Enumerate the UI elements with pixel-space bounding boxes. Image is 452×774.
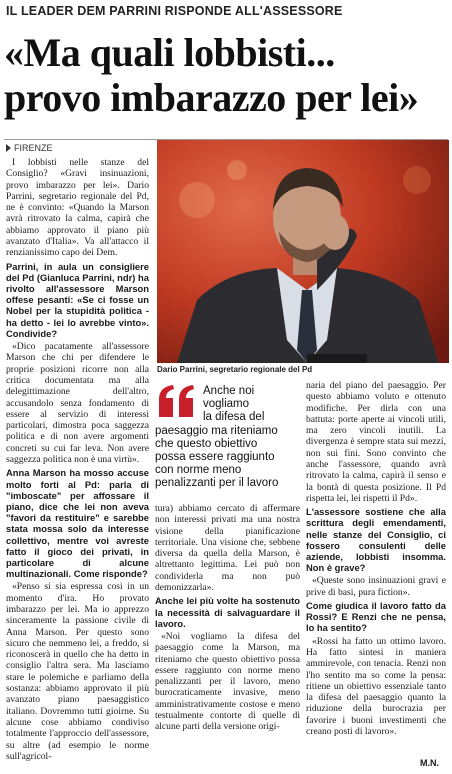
question-paragraph: Come giudica il lavoro fatto da Rossi? E Renzi che ne pensa, lo ha sentito? [306, 600, 446, 634]
pull-quote-line: vogliamo [203, 398, 250, 411]
pull-quote-line: con norme meno [155, 464, 242, 477]
headline-line-2: provo imbarazzo per lei» [4, 75, 419, 120]
headline [4, 30, 450, 120]
body-paragraph: tura) abbiamo cercato di affermare non interessi privati ma una nostra visione della pianificazione territoriale. Una visione che, sebbene diversa da quella della Marson, è altrettanto legittima. Lei può non condividerla ma non può demonizzarla». [155, 503, 300, 594]
pull-quote [155, 385, 301, 501]
article-column-3 [306, 380, 446, 755]
signature: M.N. [420, 758, 439, 768]
question-paragraph: Anna Marson ha mosso accuse molto forti al Pd: parla di "imboscate" per affossare il piano, dice che lei non aveva "favori da restituire" e sarebbe stata mossa solo da interesse collettivo, mentre voi avreste fatto il gioco dei privati, in particolare di alcune multinazionali. Come risponde? [6, 467, 149, 580]
pull-quote-line: che questo obiettivo [155, 437, 258, 450]
dateline-text: FIRENZE [14, 143, 53, 153]
portrait-illustration [157, 140, 449, 363]
pull-quote-line: paesaggio ma riteniamo [155, 424, 278, 437]
pull-quote-line: possa essere raggiunto [155, 451, 275, 464]
pull-quote-line: Anche noi [203, 385, 255, 397]
body-paragraph: I lobbisti nelle stanze del Consiglio? «Gravi insinuazioni, provo imbarazzo per lei». Dario Parrini, segretario regionale del Pd, ne è convinto: «Quando la Marson avrà ritrovato la calma, capirà che abbiamo approvato il piano più avanzato d'Italia». Va all'attacco il renzianissimo capo dei Dem. [6, 157, 149, 259]
article-column-2 [155, 503, 300, 767]
pull-quote-line: penalizzanti per il lavoro [155, 477, 279, 490]
body-paragraph: «Dico pacatamente all'assessore Marson che chi per difendere le proprie posizioni ricorre non alla critica documentata ma alla delegittimazione dell'altro, accusandolo senza fondamento di essere al servizio di interessi particolari, dimostra poca saggezza politica e di non avere argomenti concreti su cui far leva. Non avere saggezza politica non è una virtù». [6, 341, 149, 466]
headline-line-1: «Ma quali lobbisti... [4, 30, 335, 75]
article-column-1 [6, 157, 149, 767]
dateline-triangle-icon [6, 144, 11, 152]
body-paragraph: naria del piano del paesaggio. Per questo abbiamo voluto e ottenuto modifiche. Per dirla con una battuta: porte aperte ai vincoli utili, ma zero vincoli inutili. La divergenza è sempre stata sui mezzi, non sui fini. Sono convinto che anche l'assessore, quando avrà ritrovato la calma, capirà il senso e la bontà di questa posizione. Il Pd rispetta lei, lei rispetti il Pd». [306, 380, 446, 504]
question-paragraph: Anche lei più volte ha sostenuto la necessità di salvaguardare il lavoro. [155, 595, 300, 629]
pull-quote-text [155, 385, 301, 491]
body-paragraph: «Penso si sia espressa così in un momento d'ira. Ho provato imbarazzo per lei. Ma io apprezzo sinceramente la passione civile di Anna Marson. Per questo sono sicuro che nemmeno lei, a freddo, si riconoscerà in quello che ha detto in consiglio l'altra sera. Ma lasciamo stare le polemiche e parliamo della sostanza: abbiamo approvato il più avanzato piano paesaggistico italiano. Dovremmo tutti gioirne. Su alcune cose abbiamo condiviso totalmente l'approccio dell'assessore, su altre (ad esempio le norme sull'agricol- [6, 581, 149, 762]
body-paragraph: «Queste sono insinuazioni gravi e prive di basi, pura fiction». [306, 575, 446, 598]
pull-quote-line: la difesa del [203, 411, 265, 424]
dateline [6, 143, 53, 153]
article-photo [157, 140, 449, 363]
body-paragraph: «Noi vogliamo la difesa del paesaggio come la Marson, ma riteniamo che questo obiettivo possa essere raggiunto con norme meno penalizzanti per il lavoro, meno burocraticamente invasive, meno amministrativamente costose e meno testualmente contorte di quelle di alcune parti della versione origi- [155, 630, 300, 733]
kicker: IL LEADER DEM PARRINI RISPONDE ALL'ASSESSORE [6, 4, 343, 18]
body-paragraph: «Rossi ha fatto un ottimo lavoro. Ha fatto sintesi in maniera ammirevole, con tenacia. Renzi non l'ho sentito ma so come la pensa: ritiene un obiettivo essenziale tanto la difesa del paesaggio quanto la riduzione della burocrazia per favorire i buoni investimenti che creano posti di lavoro». [306, 635, 446, 738]
photo-caption: Dario Parrini, segretario regionale del Pd [157, 365, 313, 374]
question-paragraph: L'assessore sostiene che alla scrittura degli emendamenti, nelle stanze del Consiglio, ci fossero consulenti delle aziende, lobbisti insomma. Non è grave? [306, 506, 446, 574]
question-paragraph: Parrini, in aula un consigliere del Pd (Gianluca Parrini, ndr) ha rivolto all'assessore Marson offese pesanti: «Se ci fosse un Nobel per la stupidità politica - ha detto - lei lo avrebbe vinto». Condivide? [6, 260, 149, 339]
